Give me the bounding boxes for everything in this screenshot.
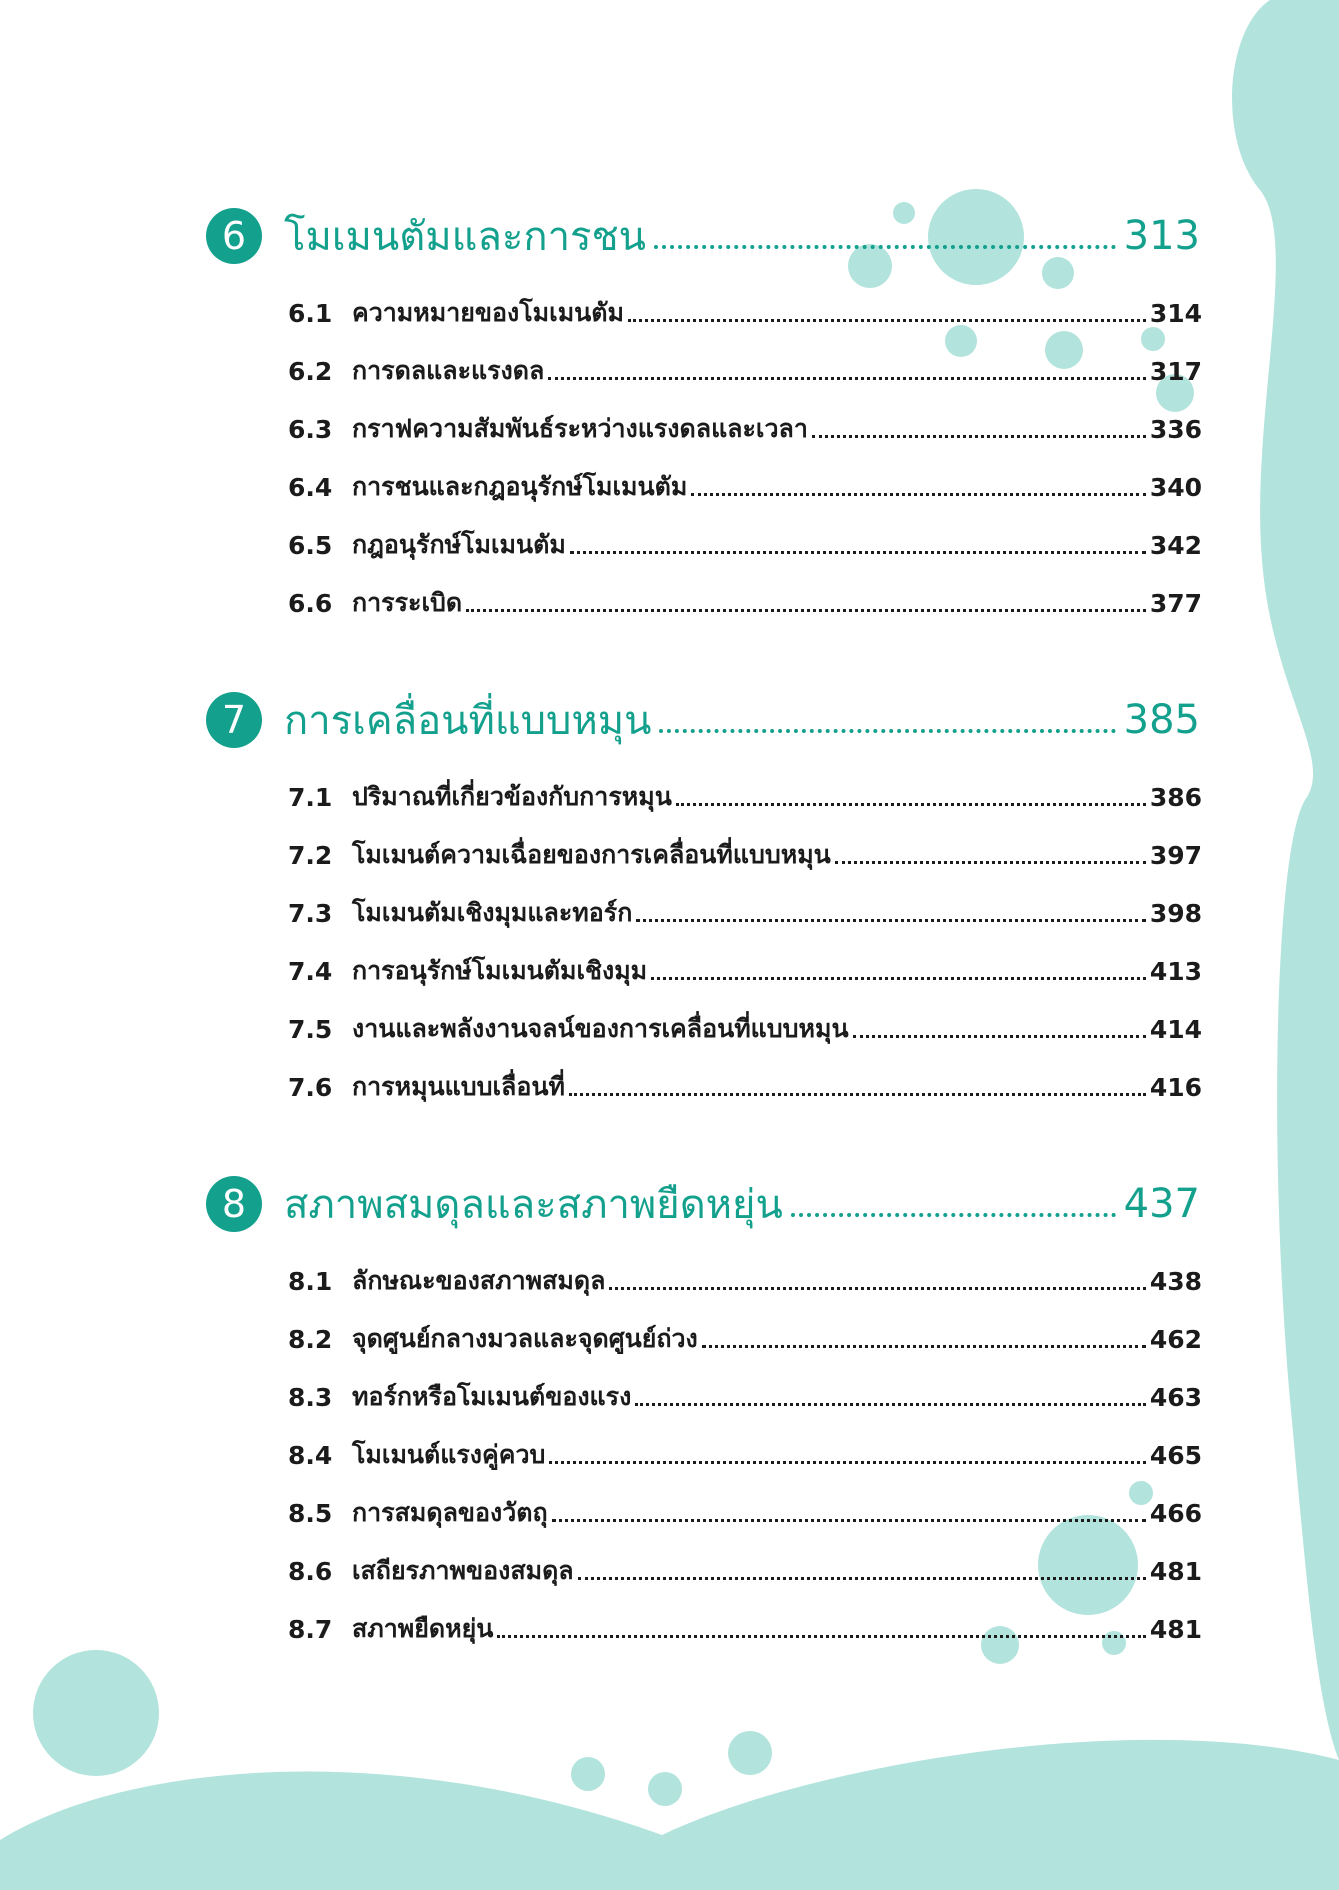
section-title: กฎอนุรักษ์โมเมนตัม (352, 530, 566, 559)
section-title: การระเบิด (352, 588, 463, 617)
section-title: ความหมายของโมเมนตัม (352, 298, 624, 327)
dot-leader (651, 977, 1146, 980)
section-number: 7.5 (288, 1014, 333, 1044)
section-title: โมเมนตัมเชิงมุมและทอร์ก (352, 898, 633, 927)
section-number: 7.3 (288, 898, 333, 928)
section-number: 8.3 (288, 1382, 333, 1412)
toc-entry-6-4[interactable] (288, 466, 1202, 508)
section-number: 6.6 (288, 588, 333, 618)
section-title: การดลและแรงดล (352, 356, 545, 385)
section-page-number: 340 (1149, 472, 1202, 502)
section-number: 7.6 (288, 1072, 333, 1102)
dot-leader (636, 919, 1145, 922)
dot-leader (812, 435, 1146, 438)
toc-entry-8-4[interactable] (288, 1434, 1202, 1476)
section-title: เสถียรภาพของสมดุล (352, 1556, 574, 1585)
dot-leader (548, 377, 1145, 380)
section-title: ทอร์กหรือโมเมนต์ของแรง (352, 1382, 632, 1411)
chapter-7-header[interactable] (206, 688, 1200, 752)
dot-leader (659, 729, 1115, 733)
section-number: 8.2 (288, 1324, 333, 1354)
chapter-page-number: 437 (1123, 1181, 1200, 1227)
dot-leader (628, 319, 1146, 322)
dot-leader (691, 493, 1145, 496)
dot-leader (791, 1213, 1116, 1217)
toc-entry-7-1[interactable] (288, 776, 1202, 818)
section-page-number: 466 (1149, 1498, 1202, 1528)
toc-entry-6-2[interactable] (288, 350, 1202, 392)
section-number: 7.4 (288, 956, 333, 986)
bubble (33, 1650, 159, 1776)
section-page-number: 377 (1149, 588, 1202, 618)
chapter-page-number: 313 (1123, 213, 1200, 259)
toc-entry-6-6[interactable] (288, 582, 1202, 624)
section-page-number: 481 (1149, 1614, 1202, 1644)
dot-leader (835, 861, 1146, 864)
section-page-number: 463 (1149, 1382, 1202, 1412)
section-page-number: 317 (1149, 356, 1202, 386)
toc-entry-7-3[interactable] (288, 892, 1202, 934)
dot-leader (552, 1519, 1146, 1522)
section-page-number: 481 (1149, 1556, 1202, 1586)
section-page-number: 465 (1149, 1440, 1202, 1470)
toc-entry-8-7[interactable] (288, 1608, 1202, 1650)
chapter-page-number: 385 (1123, 697, 1200, 743)
chapter-number-badge: 8 (206, 1176, 262, 1232)
section-title: กราฟความสัมพันธ์ระหว่างแรงดลและเวลา (352, 414, 808, 443)
chapter-6-header[interactable] (206, 204, 1200, 268)
section-page-number: 314 (1149, 298, 1202, 328)
section-number: 6.2 (288, 356, 333, 386)
chapter-title: โมเมนตัมและการชน (284, 214, 647, 260)
toc-entry-7-6[interactable] (288, 1066, 1202, 1108)
section-title: ปริมาณที่เกี่ยวข้องกับการหมุน (352, 782, 672, 811)
section-page-number: 413 (1149, 956, 1202, 986)
section-page-number: 386 (1149, 782, 1202, 812)
section-number: 6.3 (288, 414, 333, 444)
toc-entry-6-1[interactable] (288, 292, 1202, 334)
section-page-number: 438 (1149, 1266, 1202, 1296)
dot-leader (570, 551, 1146, 554)
toc-entry-8-6[interactable] (288, 1550, 1202, 1592)
dot-leader (702, 1345, 1146, 1348)
dot-leader (853, 1035, 1146, 1038)
section-number: 7.1 (288, 782, 333, 812)
section-title: จุดศูนย์กลางมวลและจุดศูนย์ถ่วง (352, 1324, 698, 1353)
section-number: 8.7 (288, 1614, 333, 1644)
bottom-wave-shape (0, 1740, 1339, 1890)
section-title: การสมดุลของวัตถุ (352, 1498, 548, 1527)
section-number: 8.4 (288, 1440, 333, 1470)
bubble (728, 1731, 772, 1775)
section-page-number: 342 (1149, 530, 1202, 560)
toc-entry-7-5[interactable] (288, 1008, 1202, 1050)
dot-leader (676, 803, 1146, 806)
toc-entry-8-3[interactable] (288, 1376, 1202, 1418)
section-title: การชนและกฎอนุรักษ์โมเมนตัม (352, 472, 688, 501)
toc-entry-7-2[interactable] (288, 834, 1202, 876)
toc-entry-8-1[interactable] (288, 1260, 1202, 1302)
section-page-number: 336 (1149, 414, 1202, 444)
toc-entry-8-5[interactable] (288, 1492, 1202, 1534)
section-number: 6.1 (288, 298, 333, 328)
section-page-number: 397 (1149, 840, 1202, 870)
chapter-8-header[interactable] (206, 1172, 1200, 1236)
section-page-number: 398 (1149, 898, 1202, 928)
section-number: 8.6 (288, 1556, 333, 1586)
section-page-number: 416 (1149, 1072, 1202, 1102)
section-number: 7.2 (288, 840, 333, 870)
bubble (648, 1772, 682, 1806)
chapter-title: การเคลื่อนที่แบบหมุน (284, 698, 652, 744)
chapter-number-badge: 7 (206, 692, 262, 748)
toc-entry-7-4[interactable] (288, 950, 1202, 992)
section-title: โมเมนต์ความเฉื่อยของการเคลื่อนที่แบบหมุน (352, 840, 831, 869)
dot-leader (569, 1093, 1146, 1096)
section-page-number: 462 (1149, 1324, 1202, 1354)
section-number: 8.1 (288, 1266, 333, 1296)
toc-entry-6-3[interactable] (288, 408, 1202, 450)
right-wave-shape (1232, 0, 1339, 1760)
section-title: โมเมนต์แรงคู่ควบ (352, 1440, 546, 1469)
dot-leader (635, 1403, 1146, 1406)
section-title: การหมุนแบบเลื่อนที่ (352, 1072, 565, 1101)
dot-leader (578, 1577, 1146, 1580)
section-title: งานและพลังงานจลน์ของการเคลื่อนที่แบบหมุน (352, 1014, 849, 1043)
dot-leader (549, 1461, 1145, 1464)
bubble (571, 1757, 605, 1791)
section-number: 6.4 (288, 472, 333, 502)
section-title: สภาพยืดหยุ่น (352, 1614, 494, 1643)
chapter-number-badge: 6 (206, 208, 262, 264)
section-number: 6.5 (288, 530, 333, 560)
section-title: การอนุรักษ์โมเมนตัมเชิงมุม (352, 956, 648, 985)
section-number: 8.5 (288, 1498, 333, 1528)
section-page-number: 414 (1149, 1014, 1202, 1044)
toc-entry-8-2[interactable] (288, 1318, 1202, 1360)
toc-entry-6-5[interactable] (288, 524, 1202, 566)
dot-leader (654, 245, 1116, 249)
section-title: ลักษณะของสภาพสมดุล (352, 1266, 606, 1295)
dot-leader (497, 1635, 1145, 1638)
dot-leader (609, 1287, 1145, 1290)
dot-leader (466, 609, 1146, 612)
chapter-title: สภาพสมดุลและสภาพยืดหยุ่น (284, 1182, 783, 1228)
